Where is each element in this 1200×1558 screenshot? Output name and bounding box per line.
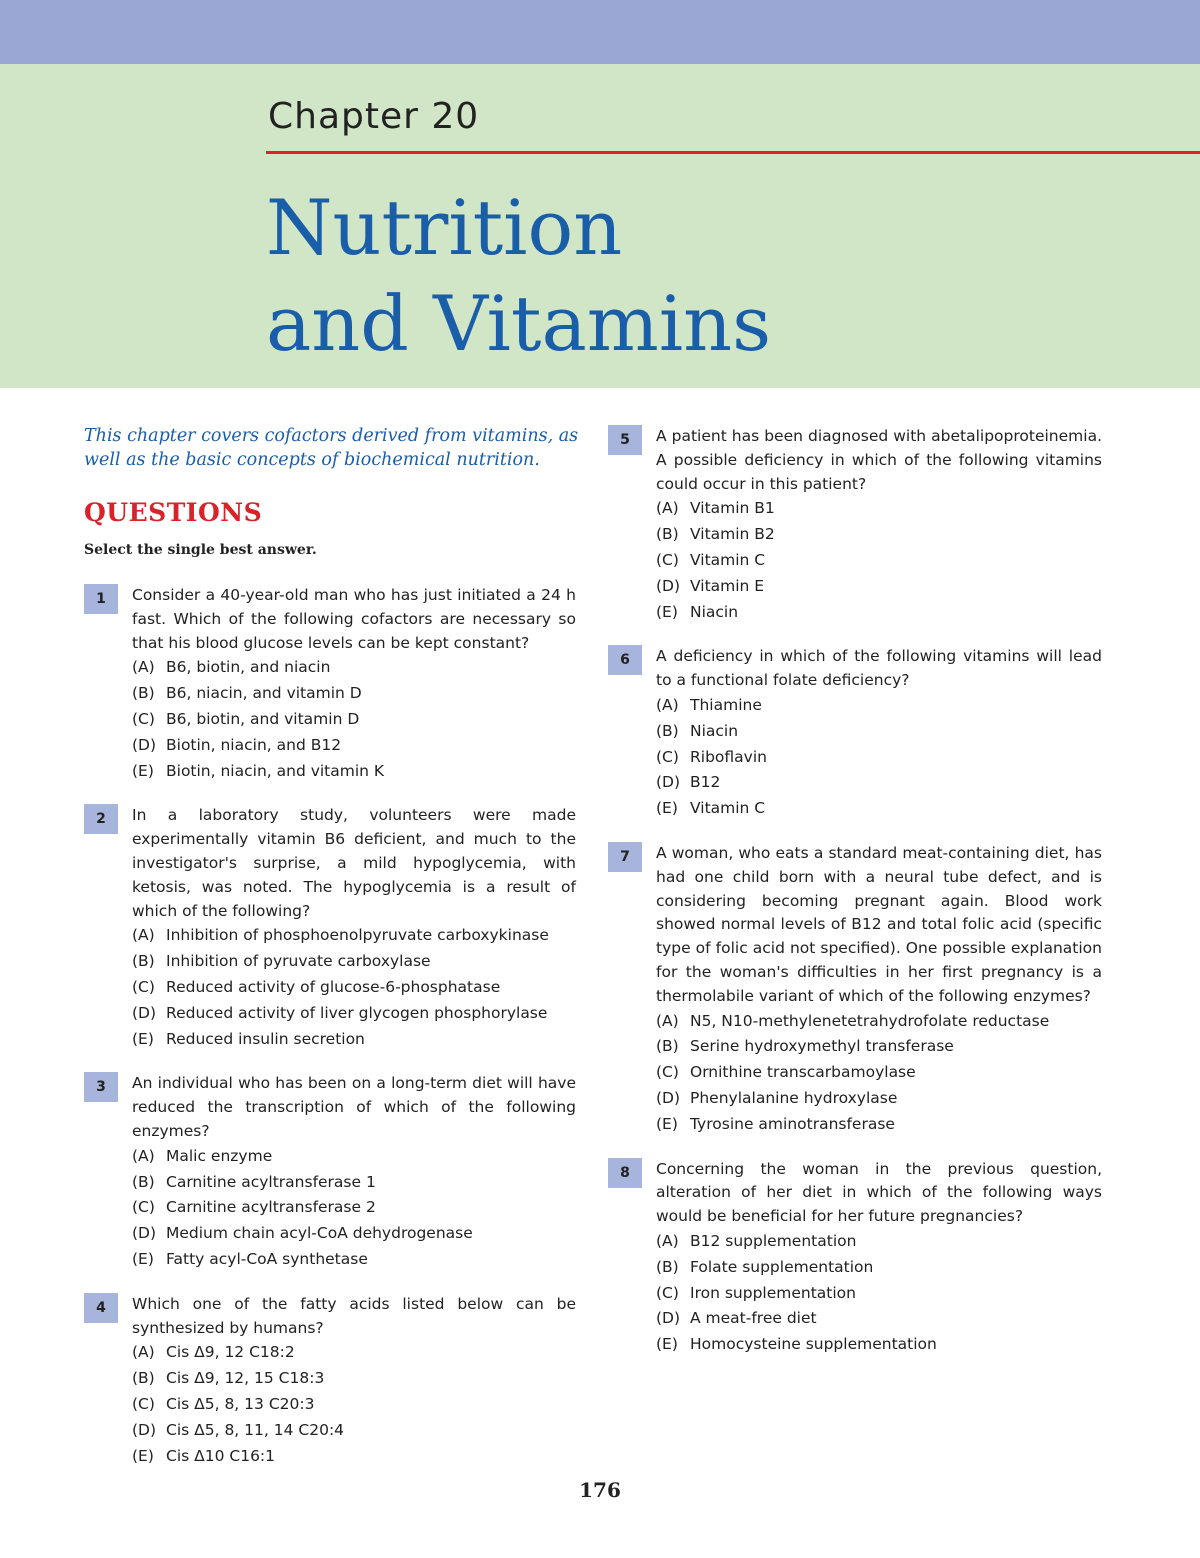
answer-option — [132, 1392, 576, 1418]
question-body — [132, 584, 576, 784]
answer-option — [132, 949, 576, 975]
option-text: Folate supplementation — [690, 1257, 874, 1276]
right-column — [608, 425, 1102, 1378]
option-letter: (A) — [132, 926, 155, 945]
question-5 — [608, 425, 1102, 625]
option-text: Homocysteine supplementation — [690, 1335, 937, 1354]
option-letter: (B) — [132, 1369, 155, 1388]
answer-option — [656, 496, 1102, 522]
answer-option — [656, 1009, 1102, 1035]
option-text: N5, N10-methylenetetrahydrofolate reductase — [690, 1011, 1050, 1030]
question-number-badge: 8 — [608, 1158, 642, 1188]
answer-option — [656, 574, 1102, 600]
answer-option — [656, 1332, 1102, 1358]
answer-option — [656, 693, 1102, 719]
option-letter: (E) — [656, 1335, 678, 1354]
option-text: Vitamin E — [690, 576, 765, 595]
page-number: 176 — [579, 1478, 621, 1502]
answer-option — [656, 719, 1102, 745]
question-number-badge: 5 — [608, 425, 642, 455]
question-stem: A patient has been diagnosed with abetalipoproteinemia. A possible deficiency in which of the following vitamins could occur in this patient? — [656, 427, 1102, 493]
option-letter: (D) — [656, 773, 681, 792]
option-letter: (C) — [656, 550, 679, 569]
option-letter: (E) — [656, 799, 678, 818]
option-letter: (A) — [132, 1146, 155, 1165]
option-text: Ornithine transcarbamoylase — [690, 1063, 916, 1082]
option-letter: (A) — [132, 1343, 155, 1362]
question-body — [132, 1072, 576, 1272]
chapter-title-line-2: and Vitamins — [266, 279, 772, 368]
answer-option — [132, 681, 576, 707]
question-number-badge: 2 — [84, 804, 118, 834]
option-text: B12 supplementation — [690, 1231, 857, 1250]
option-letter: (A) — [656, 1011, 679, 1030]
option-letter: (E) — [132, 1446, 154, 1465]
chapter-title — [266, 180, 771, 372]
option-letter: (C) — [656, 747, 679, 766]
answer-option — [656, 522, 1102, 548]
option-letter: (C) — [132, 709, 155, 728]
answer-option — [132, 1247, 576, 1273]
answer-option — [132, 923, 576, 949]
option-letter: (C) — [132, 1394, 155, 1413]
option-letter: (E) — [132, 761, 154, 780]
question-6 — [608, 645, 1102, 822]
question-1 — [84, 584, 576, 784]
chapter-title-line-1: Nutrition — [266, 183, 623, 272]
answer-option — [656, 770, 1102, 796]
question-stem: Consider a 40-year-old man who has just initiated a 24 h fast. Which of the following cofactors are necessary so that his blood glucose levels can be kept constant? — [132, 586, 576, 652]
option-letter: (C) — [656, 1063, 679, 1082]
question-body — [132, 804, 576, 1052]
option-text: Cis Δ5, 8, 11, 14 C20:4 — [166, 1420, 345, 1439]
option-text: Niacin — [690, 721, 739, 740]
option-letter: (D) — [656, 1088, 681, 1107]
question-body — [656, 1158, 1102, 1358]
answer-option — [132, 1366, 576, 1392]
answer-option — [132, 1170, 576, 1196]
answer-option — [656, 1086, 1102, 1112]
question-body — [656, 645, 1102, 822]
answer-option — [656, 600, 1102, 626]
option-text: Carnitine acyltransferase 2 — [166, 1198, 376, 1217]
option-letter: (C) — [132, 1198, 155, 1217]
option-letter: (B) — [132, 1172, 155, 1191]
question-8 — [608, 1158, 1102, 1358]
option-text: Niacin — [690, 602, 739, 621]
option-text: Phenylalanine hydroxylase — [690, 1088, 898, 1107]
question-stem: A woman, who eats a standard meat-containing diet, has had one child born with a neural tube defect, and is considering becoming pregnant again. Blood work showed normal levels of B12 and total folic acid (specific type of folic acid not specified). One possible explanation for the woman's difficulties in her first pregnancy is a thermolabile variant of which of the following enzymes? — [656, 843, 1102, 1005]
question-stem: Concerning the woman in the previous question, alteration of her diet in which of the following ways would be beneficial for her future pregnancies? — [656, 1159, 1102, 1226]
option-text: Vitamin C — [690, 799, 766, 818]
left-column — [84, 584, 576, 1489]
question-3 — [84, 1072, 576, 1272]
question-stem: In a laboratory study, volunteers were made experimentally vitamin B6 deficient, and much to the investigator's surprise, a mild hypoglycemia, with ketosis, was noted. The hypoglycemia is a result of which of the following? — [132, 806, 576, 920]
option-text: Vitamin B2 — [690, 525, 775, 544]
answer-option — [132, 1418, 576, 1444]
option-letter: (D) — [656, 576, 681, 595]
option-text: Carnitine acyltransferase 1 — [166, 1172, 376, 1191]
chapter-rule — [266, 151, 1200, 154]
option-text: Serine hydroxymethyl transferase — [690, 1037, 954, 1056]
answer-option — [656, 1034, 1102, 1060]
option-letter: (A) — [656, 1231, 679, 1250]
option-text: Medium chain acyl-CoA dehydrogenase — [166, 1224, 473, 1243]
option-letter: (B) — [656, 721, 679, 740]
option-text: Cis Δ9, 12 C18:2 — [166, 1343, 295, 1362]
option-text: Fatty acyl-CoA synthetase — [166, 1249, 368, 1268]
question-stem: Which one of the fatty acids listed below can be synthesized by humans? — [132, 1294, 576, 1337]
answer-option — [656, 1229, 1102, 1255]
option-text: Reduced activity of glucose-6-phosphatase — [166, 977, 501, 996]
question-number-badge: 6 — [608, 645, 642, 675]
option-text: Cis Δ9, 12, 15 C18:3 — [166, 1369, 325, 1388]
answer-option — [656, 1112, 1102, 1138]
question-number-badge: 4 — [84, 1293, 118, 1323]
option-text: Cis Δ10 C16:1 — [166, 1446, 276, 1465]
answer-option — [132, 1221, 576, 1247]
option-letter: (B) — [132, 952, 155, 971]
question-7 — [608, 842, 1102, 1138]
option-text: B12 — [690, 773, 721, 792]
option-letter: (D) — [132, 1003, 157, 1022]
option-text: Tyrosine aminotransferase — [690, 1114, 895, 1133]
question-number-badge: 7 — [608, 842, 642, 872]
option-letter: (A) — [132, 658, 155, 677]
option-letter: (C) — [656, 1283, 679, 1302]
question-stem: An individual who has been on a long-term diet will have reduced the transcription of which of the following enzymes? — [132, 1074, 576, 1140]
question-4 — [84, 1293, 576, 1470]
option-text: Reduced activity of liver glycogen phosphorylase — [166, 1003, 548, 1022]
option-text: Inhibition of phosphoenolpyruvate carboxykinase — [166, 926, 549, 945]
answer-option — [656, 1255, 1102, 1281]
chapter-label: Chapter 20 — [268, 96, 480, 137]
answer-option — [132, 1027, 576, 1053]
option-text: B6, biotin, and niacin — [166, 658, 331, 677]
option-letter: (D) — [656, 1309, 681, 1328]
option-text: A meat-free diet — [690, 1309, 817, 1328]
question-2 — [84, 804, 576, 1052]
question-body — [656, 842, 1102, 1138]
question-number-badge: 1 — [84, 584, 118, 614]
option-letter: (B) — [656, 1257, 679, 1276]
answer-option — [656, 1306, 1102, 1332]
option-letter: (E) — [656, 1114, 678, 1133]
answer-option — [132, 1001, 576, 1027]
option-text: Vitamin C — [690, 550, 766, 569]
option-letter: (E) — [132, 1249, 154, 1268]
option-letter: (D) — [132, 735, 157, 754]
answer-option — [132, 759, 576, 785]
option-letter: (C) — [132, 977, 155, 996]
answer-option — [656, 1281, 1102, 1307]
answer-option — [132, 1340, 576, 1366]
answer-option — [132, 655, 576, 681]
answer-option — [656, 1060, 1102, 1086]
option-text: Reduced insulin secretion — [166, 1029, 365, 1048]
option-text: Biotin, niacin, and vitamin K — [166, 761, 385, 780]
questions-heading: QUESTIONS — [84, 498, 263, 527]
question-body — [132, 1293, 576, 1470]
option-text: B6, niacin, and vitamin D — [166, 684, 362, 703]
option-text: B6, biotin, and vitamin D — [166, 709, 360, 728]
option-text: Biotin, niacin, and B12 — [166, 735, 342, 754]
option-text: Riboflavin — [690, 747, 767, 766]
answer-option — [656, 548, 1102, 574]
option-letter: (B) — [656, 525, 679, 544]
question-stem: A deficiency in which of the following vitamins will lead to a functional folate deficiency? — [656, 647, 1102, 690]
option-letter: (E) — [656, 602, 678, 621]
question-number-badge: 3 — [84, 1072, 118, 1102]
question-body — [656, 425, 1102, 625]
option-letter: (A) — [656, 695, 679, 714]
option-text: Vitamin B1 — [690, 499, 775, 518]
option-text: Malic enzyme — [166, 1146, 273, 1165]
option-text: Cis Δ5, 8, 13 C20:3 — [166, 1394, 315, 1413]
answer-option — [656, 796, 1102, 822]
option-text: Inhibition of pyruvate carboxylase — [166, 952, 431, 971]
answer-option — [132, 707, 576, 733]
top-color-band — [0, 0, 1200, 64]
chapter-intro: This chapter covers cofactors derived from vitamins, as well as the basic concepts of biochemical nutrition. — [84, 426, 579, 470]
answer-option — [132, 733, 576, 759]
option-letter: (E) — [132, 1029, 154, 1048]
answer-option — [132, 975, 576, 1001]
answer-option — [132, 1195, 576, 1221]
option-letter: (A) — [656, 499, 679, 518]
answer-option — [656, 745, 1102, 771]
answer-option — [132, 1444, 576, 1470]
option-letter: (D) — [132, 1420, 157, 1439]
option-letter: (D) — [132, 1224, 157, 1243]
option-letter: (B) — [656, 1037, 679, 1056]
option-letter: (B) — [132, 684, 155, 703]
option-text: Iron supplementation — [690, 1283, 856, 1302]
instructions: Select the single best answer. — [84, 542, 317, 558]
answer-option — [132, 1144, 576, 1170]
option-text: Thiamine — [690, 695, 762, 714]
